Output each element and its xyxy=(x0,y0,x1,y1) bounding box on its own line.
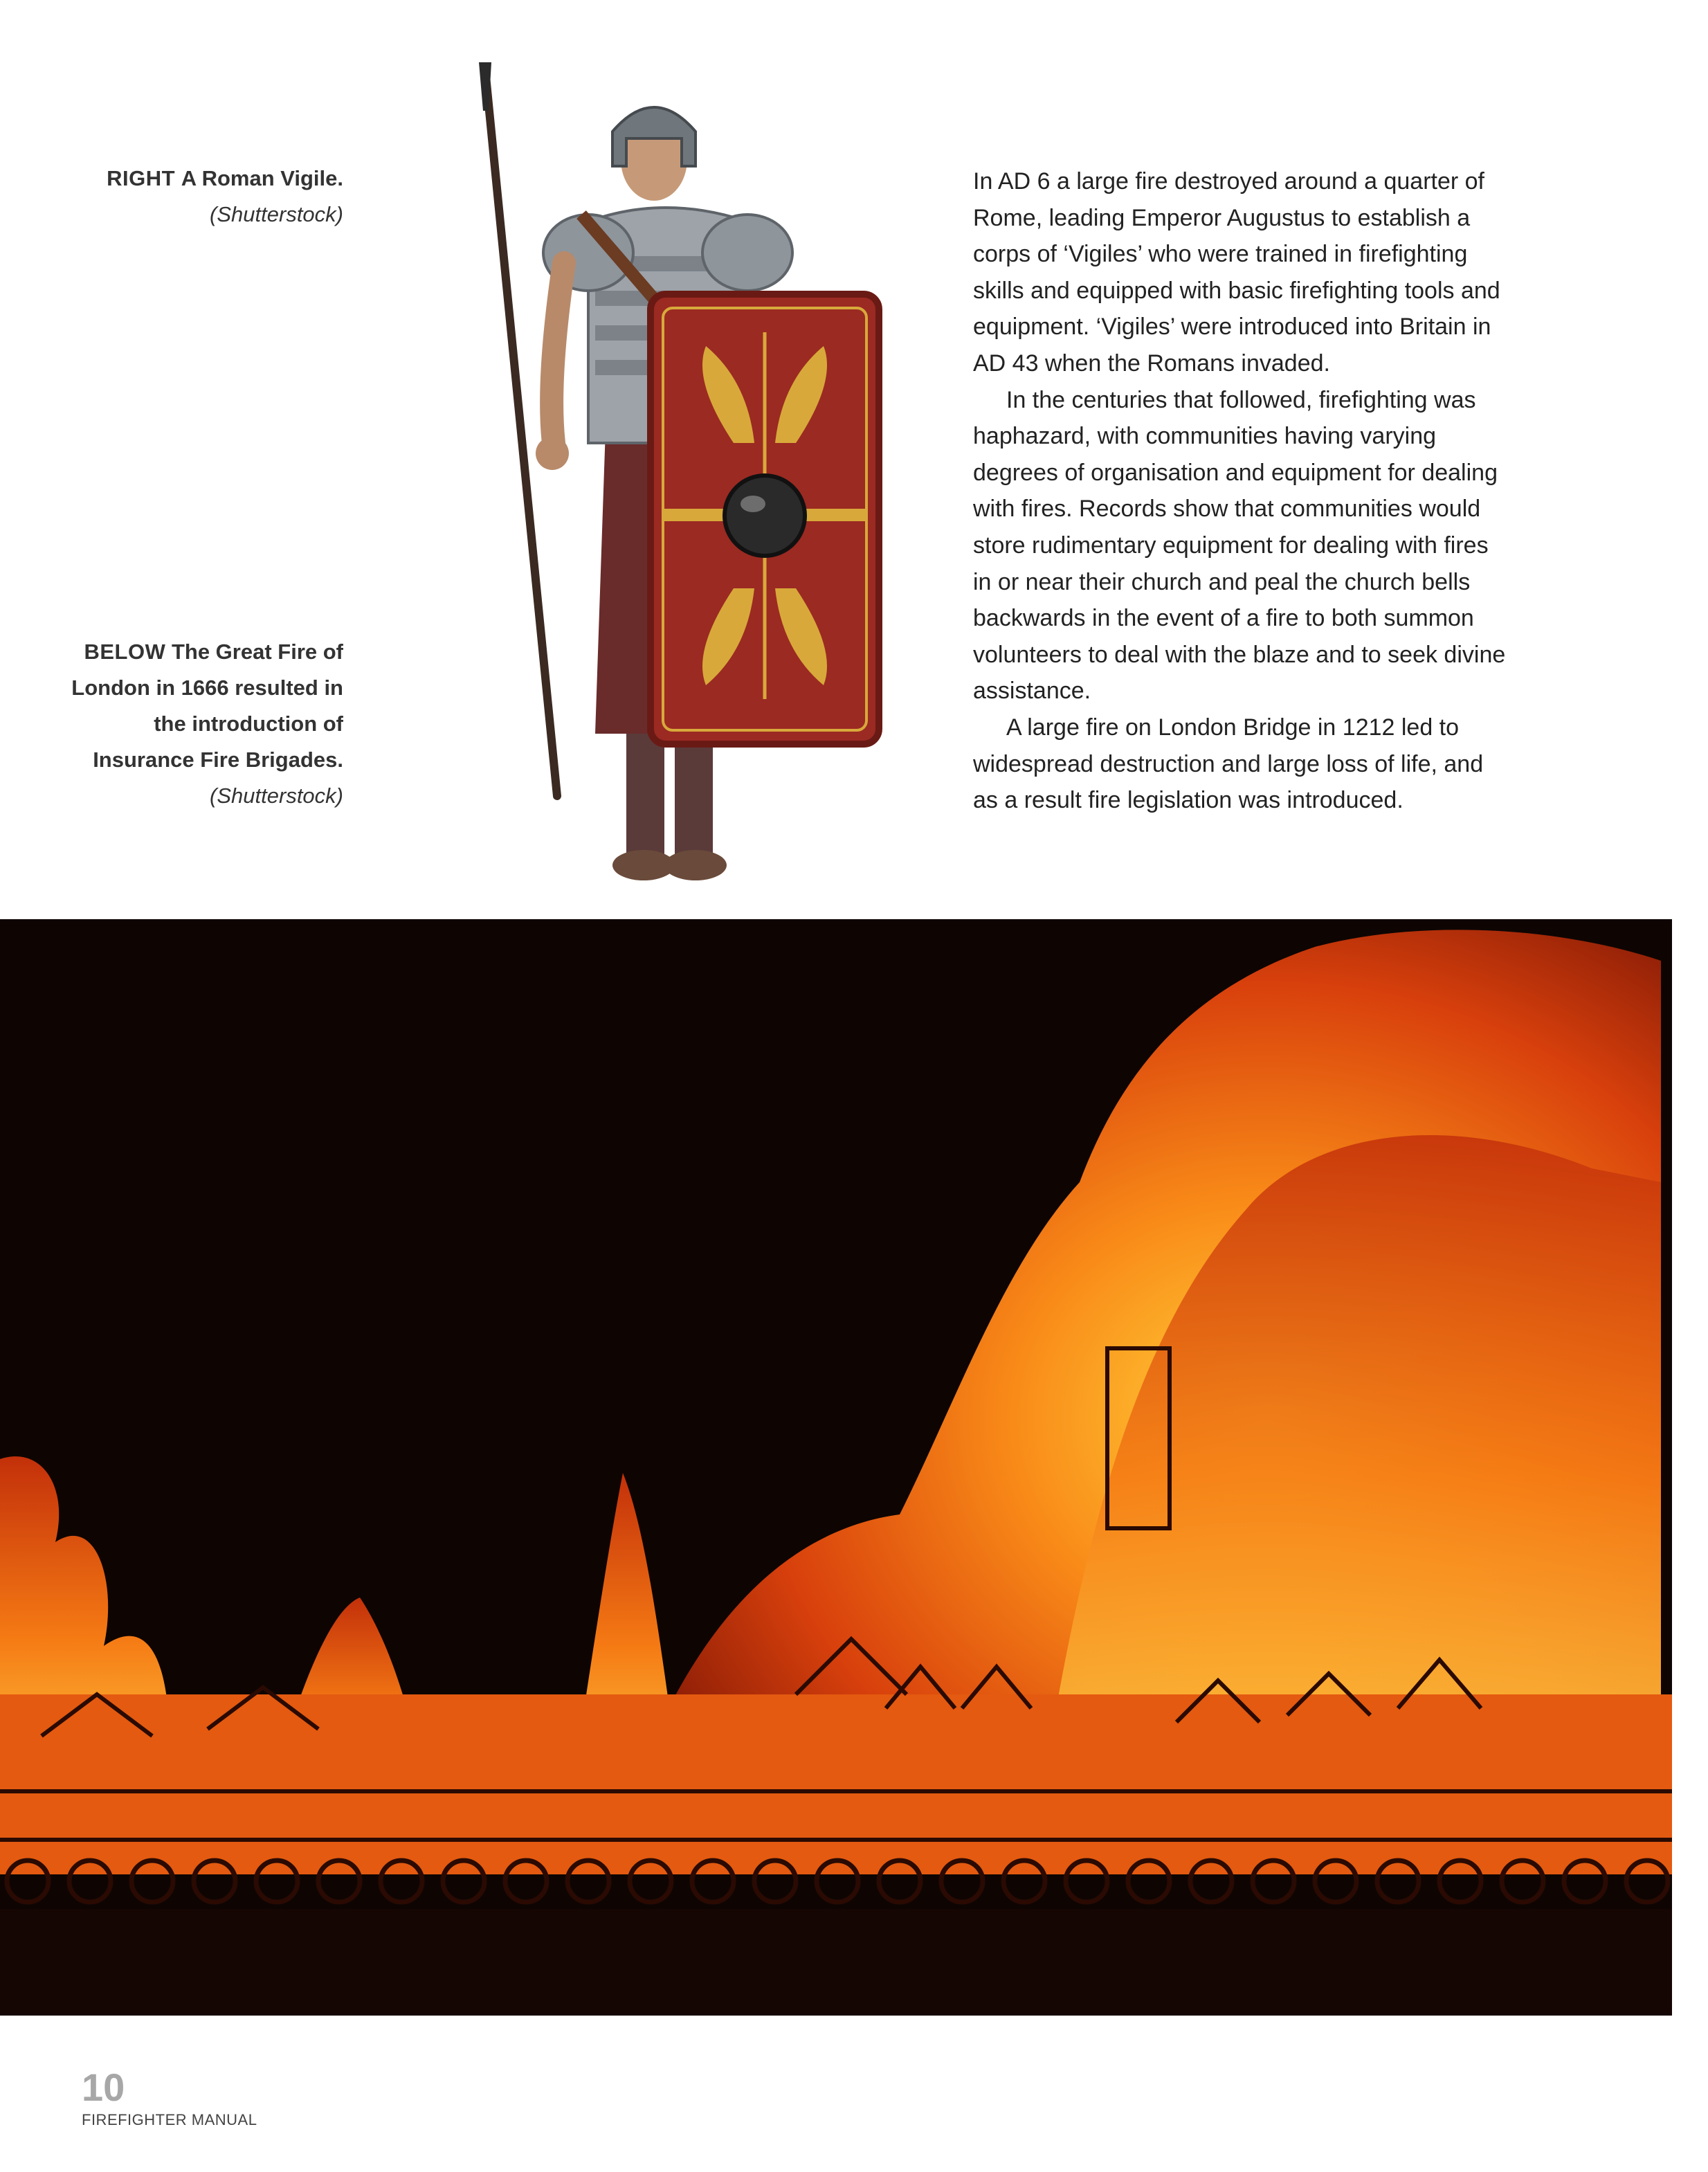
running-title: FIREFIGHTER MANUAL xyxy=(82,2111,257,2128)
caption-credit: (Shutterstock) xyxy=(210,202,343,226)
roman-vigile-image xyxy=(443,55,927,893)
caption-lead: BELOW xyxy=(84,640,166,664)
paragraph: In the centuries that followed, firefighting was haphazard, with communities having varying degrees of organisation and equipment for dealing with fires. Records show that communities would store rudimentary equipment for dealing with fires in or near their church and peal the church bells backwards in the event of a fire to both summon volunteers to deal with the blaze and to seek divine assistance. xyxy=(973,386,1506,705)
page-footer xyxy=(82,2067,257,2129)
paragraph: In AD 6 a large fire destroyed around a quarter of Rome, leading Emperor Augustus to establish a corps of ‘Vigiles’ who were trained in firefighting skills and equipped with basic firefighting tools and equipment. ‘Vigiles’ were introduced into Britain in AD 43 when the Romans invaded. xyxy=(973,168,1500,377)
caption-body: A Roman Vigile. xyxy=(181,166,343,190)
caption-credit: (Shutterstock) xyxy=(210,784,343,808)
caption-lead: RIGHT xyxy=(107,166,176,190)
caption-great-fire xyxy=(53,634,343,814)
caption-body: The Great Fire of London in 1666 resulted in the introduction of Insurance Fire Brigades. xyxy=(71,640,343,772)
great-fire-image xyxy=(0,919,1672,2016)
caption-roman-vigile xyxy=(53,161,343,233)
page-number: 10 xyxy=(82,2065,125,2109)
body-text xyxy=(973,163,1513,819)
paragraph: A large fire on London Bridge in 1212 led to widespread destruction and large loss of life, and as a result fire legislation was introduced. xyxy=(973,714,1484,814)
